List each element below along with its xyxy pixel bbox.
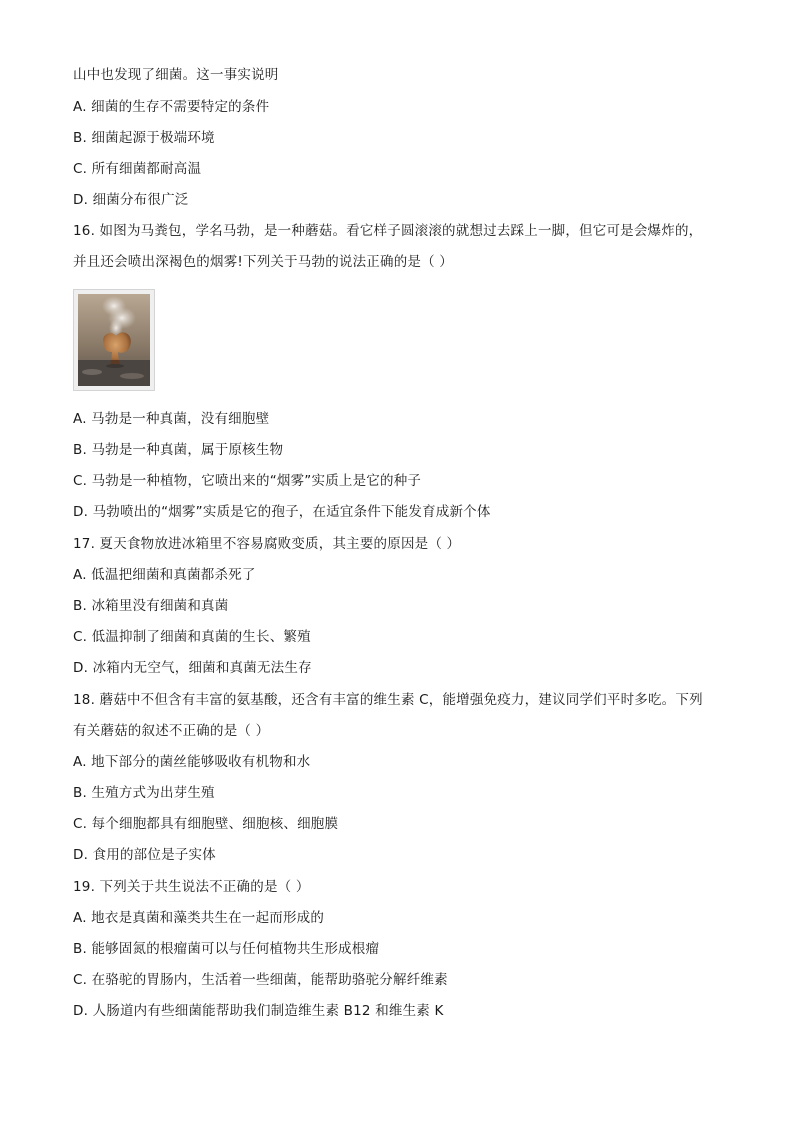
question-15-stem-continuation: 山中也发现了细菌。这一事实说明 <box>73 67 279 83</box>
question-17-stem: 17. 夏天食物放进冰箱里不容易腐败变质，其主要的原因是（ ） <box>73 536 461 552</box>
q19-option-d: D. 人肠道内有些细菌能帮助我们制造维生素 B12 和维生素 K <box>73 1003 444 1019</box>
q18-option-a: A. 地下部分的菌丝能够吸收有机物和水 <box>73 754 311 770</box>
q18-option-b: B. 生殖方式为出芽生殖 <box>73 785 215 801</box>
q18-option-d: D. 食用的部位是子实体 <box>73 847 216 863</box>
puffball-mushroom-image <box>73 289 155 391</box>
q18-option-c: C. 每个细胞都具有细胞壁、细胞核、细胞膜 <box>73 816 339 832</box>
question-16-stem-line2: 并且还会喷出深褐色的烟雾!下列关于马勃的说法正确的是（ ） <box>73 254 454 270</box>
q17-option-c: C. 低温抑制了细菌和真菌的生长、繁殖 <box>73 629 311 645</box>
q15-option-a: A. 细菌的生存不需要特定的条件 <box>73 99 270 115</box>
q15-option-d: D. 细菌分布很广泛 <box>73 192 189 208</box>
q17-option-a: A. 低温把细菌和真菌都杀死了 <box>73 567 256 583</box>
question-18-stem-line2: 有关蘑菇的叙述不正确的是（ ） <box>73 723 270 739</box>
q17-option-d: D. 冰箱内无空气，细菌和真菌无法生存 <box>73 660 312 676</box>
q16-option-a: A. 马勃是一种真菌，没有细胞壁 <box>73 411 270 427</box>
q15-option-c: C. 所有细菌都耐高温 <box>73 161 202 177</box>
q19-option-b: B. 能够固氮的根瘤菌可以与任何植物共生形成根瘤 <box>73 941 380 957</box>
question-16-stem: 16. 如图为马粪包，学名马勃，是一种蘑菇。看它样子圆滚滚的就想过去踩上一脚，但它可是会爆炸的， <box>73 223 703 239</box>
question-18-stem: 18. 蘑菇中不但含有丰富的氨基酸，还含有丰富的维生素 C，能增强免疫力，建议同学们平时多吃。下列 <box>73 692 703 708</box>
q19-option-c: C. 在骆驼的胃肠内，生活着一些细菌，能帮助骆驼分解纤维素 <box>73 972 448 988</box>
q17-option-b: B. 冰箱里没有细菌和真菌 <box>73 598 229 614</box>
q16-option-c: C. 马勃是一种植物，它喷出来的“烟雾”实质上是它的种子 <box>73 473 422 489</box>
q19-option-a: A. 地衣是真菌和藻类共生在一起而形成的 <box>73 910 325 926</box>
puffball-photo-icon <box>78 294 150 386</box>
q16-option-d: D. 马勃喷出的“烟雾”实质是它的孢子，在适宜条件下能发育成新个体 <box>73 504 491 520</box>
q15-option-b: B. 细菌起源于极端环境 <box>73 130 215 146</box>
question-19-stem: 19. 下列关于共生说法不正确的是（ ） <box>73 879 310 895</box>
q16-option-b: B. 马勃是一种真菌，属于原核生物 <box>73 442 284 458</box>
